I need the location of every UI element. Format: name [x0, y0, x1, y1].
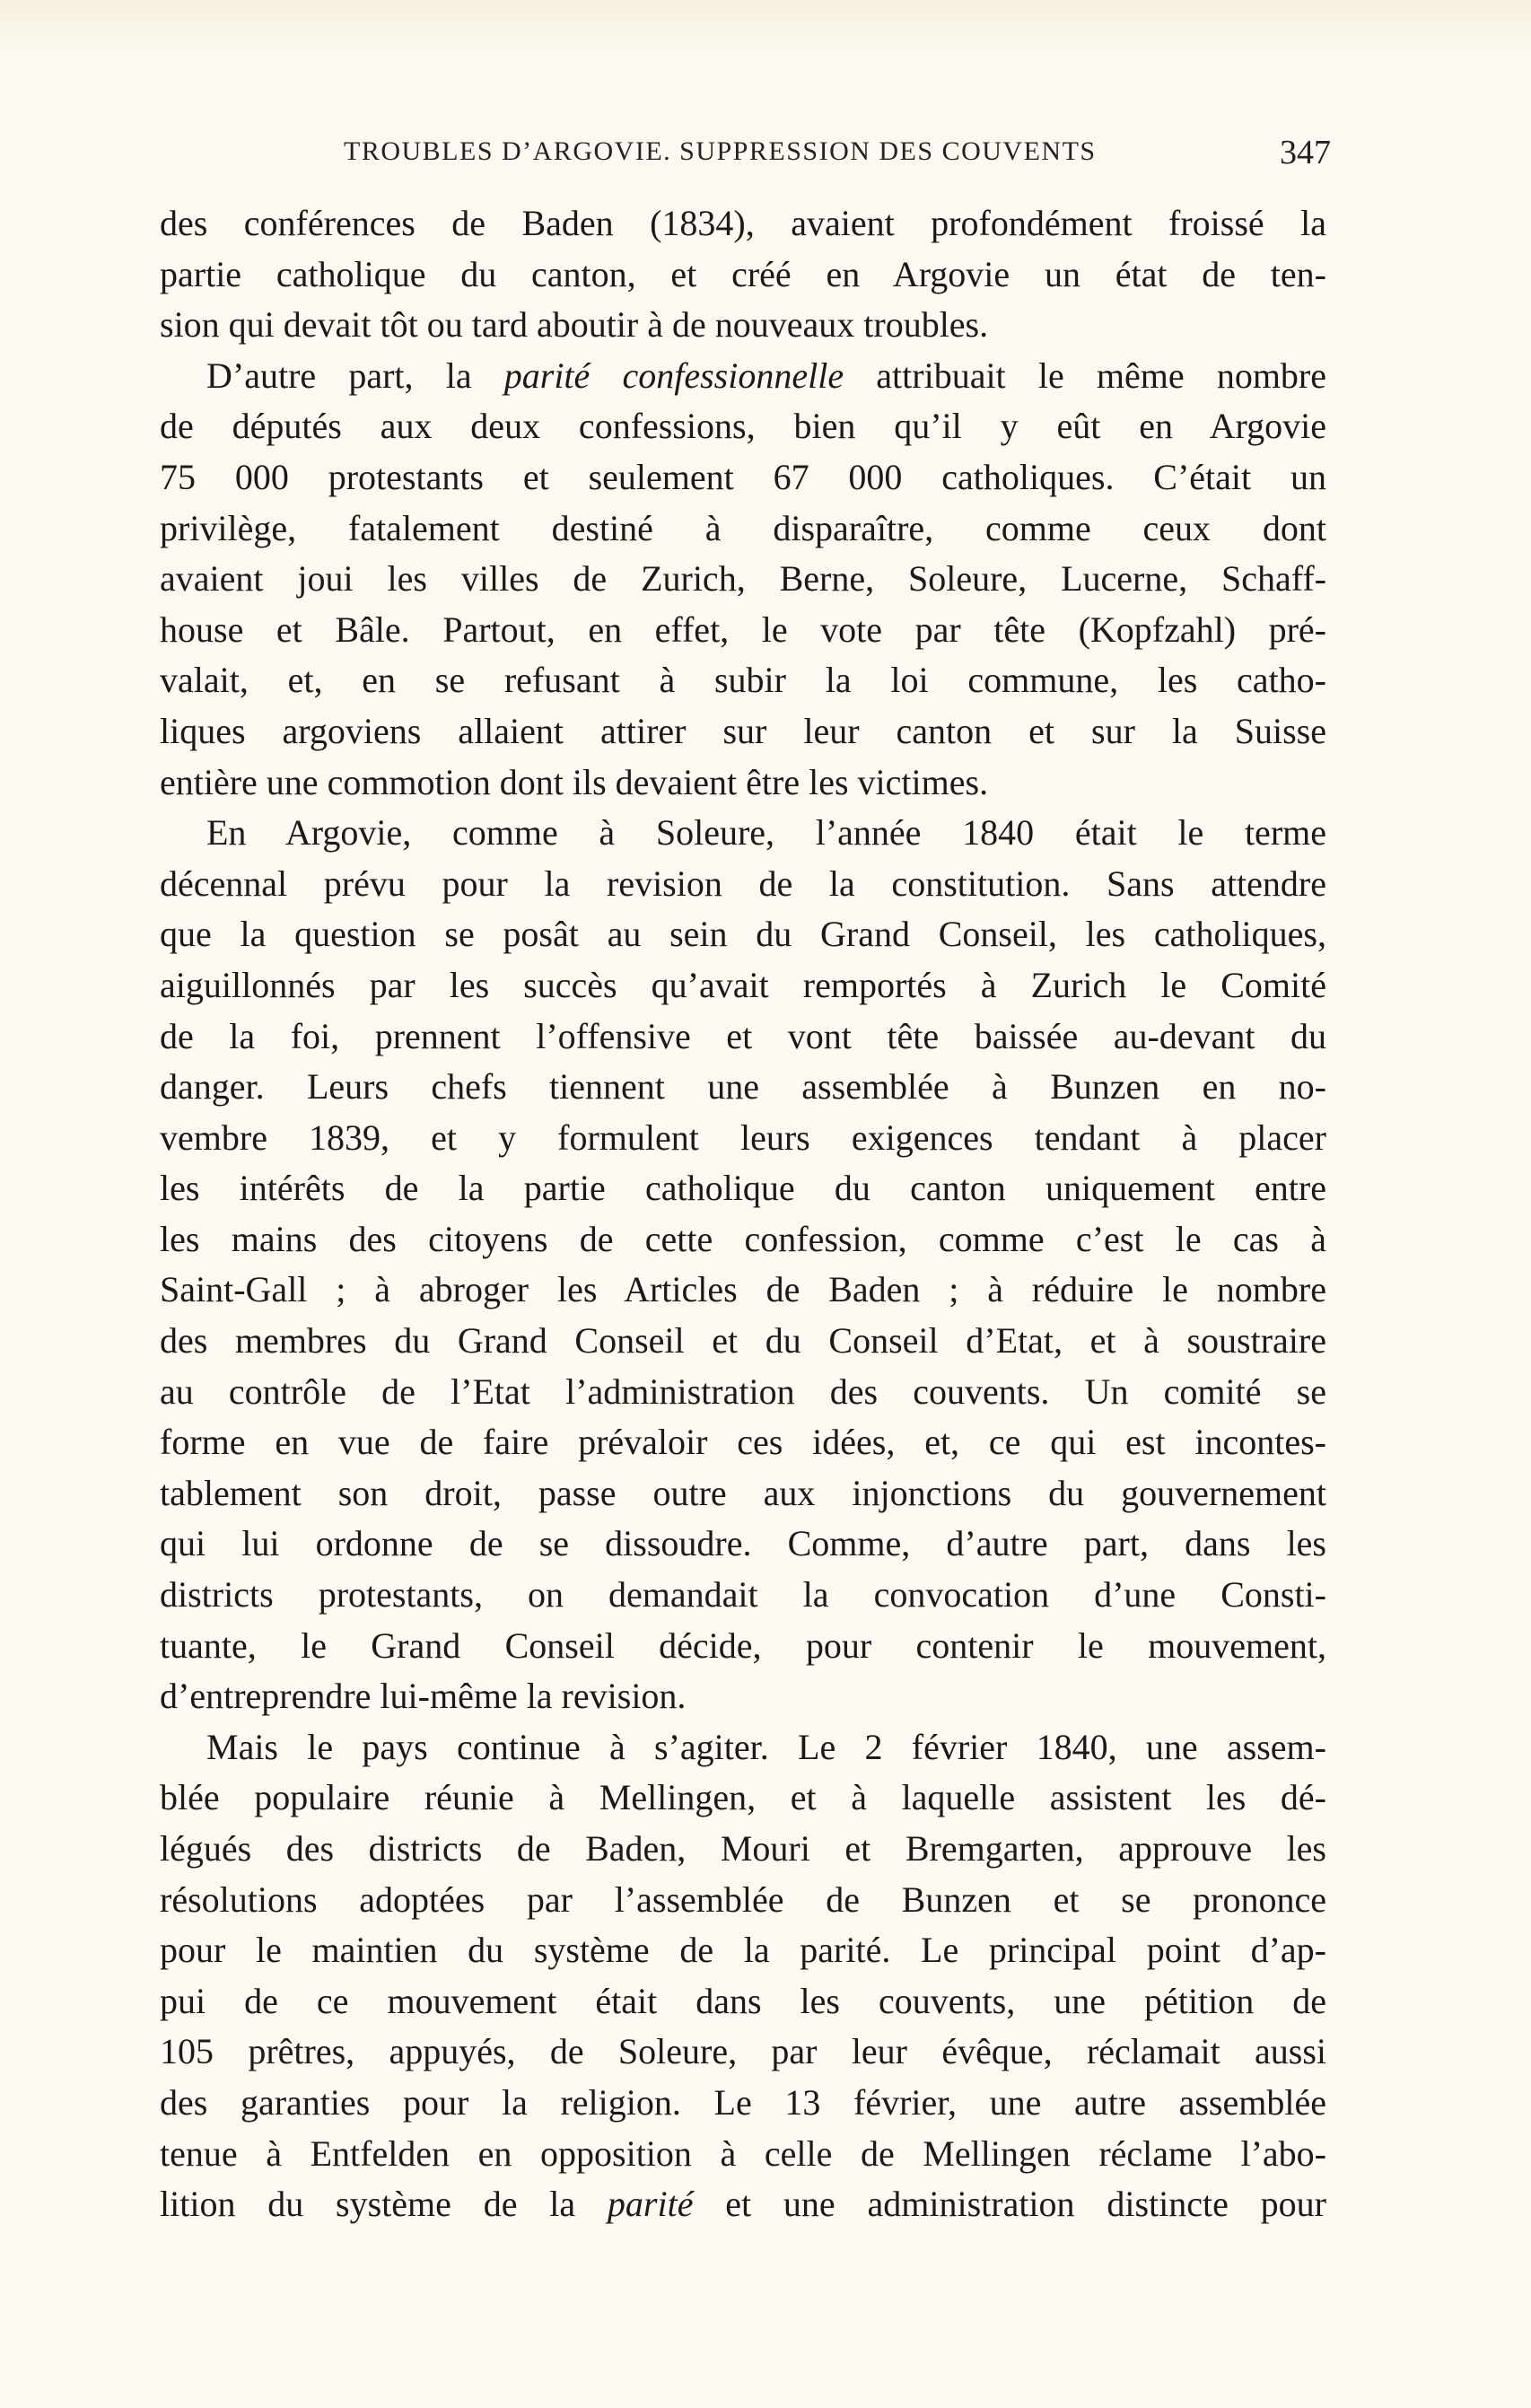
text-line: tuante, le Grand Conseil décide, pour contenir le mouvement, — [160, 1624, 1326, 1666]
text-line: les mains des citoyens de cette confession, comme c’est le cas à — [160, 1218, 1326, 1259]
text-line: 105 prêtres, appuyés, de Soleure, par leur évêque, réclamait aussi — [160, 2031, 1326, 2072]
text-line — [160, 351, 1326, 402]
text-line: de la foi, prennent l’offensive et vont tête baissée au-devant du — [160, 1015, 1326, 1056]
text-line: vembre 1839, et y formulent leurs exigences tendant à placer — [160, 1116, 1326, 1158]
text-line: des garanties pour la religion. Le 13 février, une autre assemblée — [160, 2081, 1326, 2123]
text-line: décennal prévu pour la revision de la constitution. Sans attendre — [160, 863, 1326, 904]
page-number: 347 — [1280, 134, 1331, 171]
text-line: légués des districts de Baden, Mouri et Bremgarten, approuve les — [160, 1828, 1326, 1869]
text-line: 75 000 protestants et seulement 67 000 catholiques. C’était un — [160, 456, 1326, 497]
italic-term: parité confessionnelle — [503, 355, 844, 396]
text-line: districts protestants, on demandait la convocation d’une Consti- — [160, 1574, 1326, 1616]
text-line: résolutions adoptées par l’assemblée de Bunzen et se prononce — [160, 1878, 1326, 1920]
text-line: privilège, fatalement destiné à disparaître, comme ceux dont — [160, 507, 1326, 548]
running-head — [344, 133, 1331, 178]
text-line: qui lui ordonne de se dissoudre. Comme, d’autre part, dans les — [160, 1523, 1326, 1564]
text-line: forme en vue de faire prévaloir ces idées, et, ce qui est incontes- — [160, 1422, 1326, 1463]
text-line: des membres du Grand Conseil et du Conseil d’Etat, et à soustraire — [160, 1320, 1326, 1362]
running-title: TROUBLES D’ARGOVIE. SUPPRESSION DES COUVENTS — [344, 136, 1097, 166]
text-line: entière une commotion dont ils devaient être les victimes. — [160, 761, 989, 802]
text-line: partie catholique du canton, et créé en Argovie un état de ten- — [160, 253, 1326, 294]
text-line: sion qui devait tôt ou tard aboutir à de nouveaux troubles. — [160, 304, 989, 346]
text-line: pui de ce mouvement était dans les couvents, une pétition de — [160, 1980, 1326, 2021]
text-line: danger. Leurs chefs tiennent une assemblée à Bunzen en no- — [160, 1066, 1326, 1108]
text-line: pour le maintien du système de la parité. Le principal point d’ap- — [160, 1930, 1326, 1971]
text-line: avaient joui les villes de Zurich, Berne, Soleure, Lucerne, Schaff- — [160, 558, 1326, 600]
text-line: house et Bâle. Partout, en effet, le vote par tête (Kopfzahl) pré- — [160, 609, 1326, 650]
text-line: que la question se posât au sein du Grand Conseil, les catholiques, — [160, 914, 1326, 955]
text-line: blée populaire réunie à Mellingen, et à laquelle assistent les dé- — [160, 1777, 1326, 1818]
text-line: valait, et, en se refusant à subir la loi commune, les catho- — [160, 660, 1326, 701]
text-line: au contrôle de l’Etat l’administration des couvents. Un comité se — [160, 1370, 1326, 1412]
text-line: de députés aux deux confessions, bien qu’il y eût en Argovie — [160, 406, 1326, 447]
text-line: Mais le pays continue à s’agiter. Le 2 février 1840, une assem- — [206, 1726, 1326, 1767]
text-line: liques argoviens allaient attirer sur leur canton et sur la Suisse — [160, 710, 1326, 751]
text-line: En Argovie, comme à Soleure, l’année 1840 était le terme — [206, 812, 1326, 854]
text-run: et une administration distincte pour — [693, 2184, 1326, 2225]
text-line: tenue à Entfelden en opposition à celle de Mellingen réclame l’abo- — [160, 2132, 1326, 2174]
text-line: d’entreprendre lui-même la revision. — [160, 1676, 687, 1717]
body-text — [160, 198, 1326, 2230]
text-line: tablement son droit, passe outre aux injonctions du gouvernement — [160, 1472, 1326, 1513]
text-line: Saint-Gall ; à abroger les Articles de Baden ; à réduire le nombre — [160, 1269, 1326, 1310]
text-run: lition du système de la — [160, 2184, 608, 2225]
text-line: les intérêts de la partie catholique du canton uniquement entre — [160, 1168, 1326, 1209]
italic-term: parité — [607, 2184, 694, 2225]
text-run: attribuait le même nombre — [844, 355, 1326, 396]
text-line: aiguillonnés par les succès qu’avait remportés à Zurich le Comité — [160, 964, 1326, 1005]
text-line — [160, 2179, 1326, 2230]
text-run: D’autre part, la — [206, 355, 504, 396]
text-line: des conférences de Baden (1834), avaient profondément froissé la — [160, 203, 1326, 243]
